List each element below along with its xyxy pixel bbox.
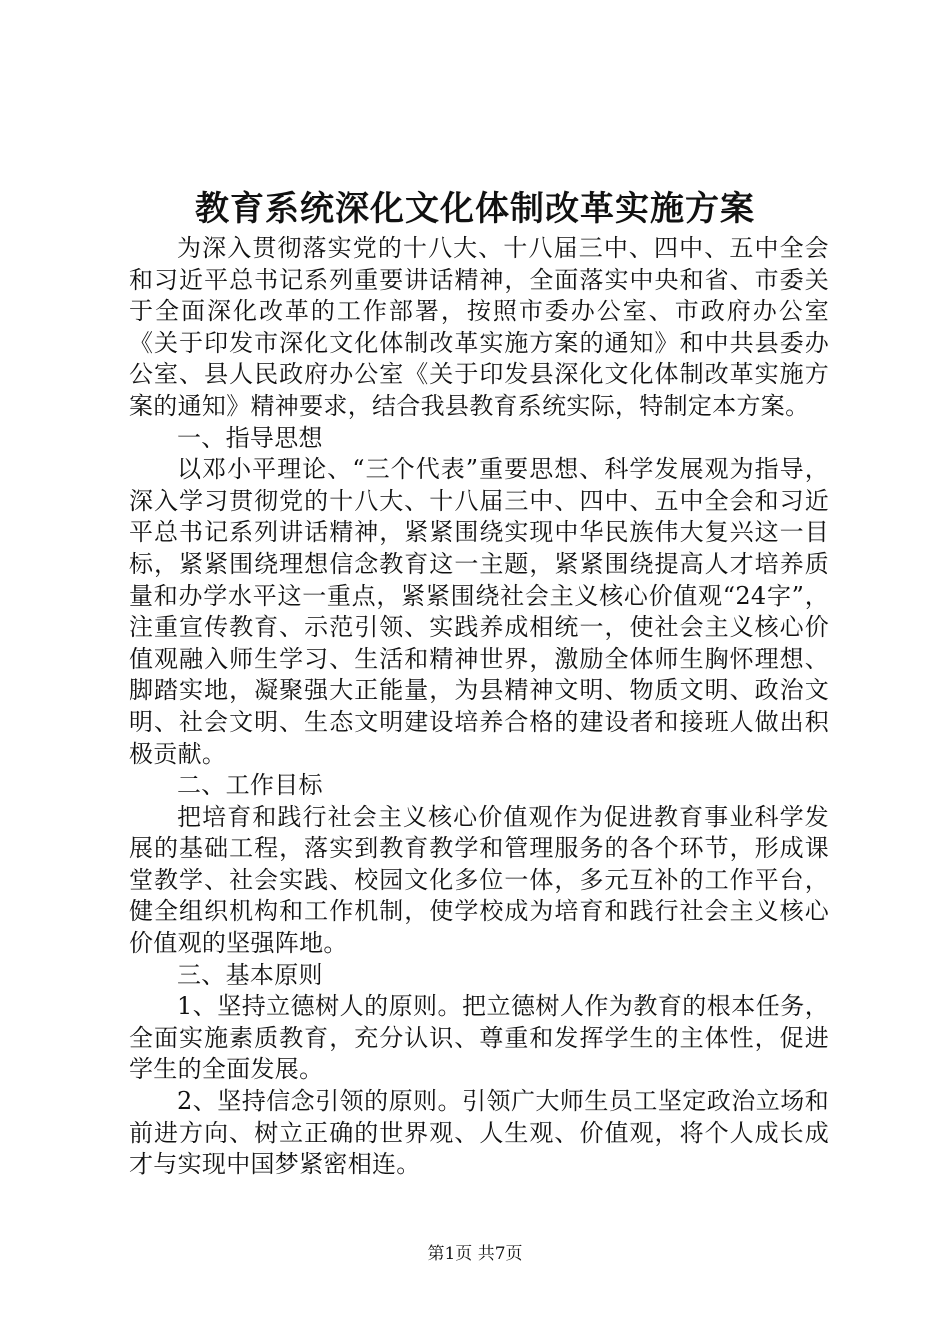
section-heading-work-goals: 二、工作目标 — [177, 771, 323, 800]
section-heading-basic-principles: 三、基本原则 — [177, 960, 323, 989]
section-heading-guiding-thought: 一、指导思想 — [177, 423, 323, 452]
intro-paragraph: 为深入贯彻落实党的十八大、十八届三中、四中、五中全会和习近平总书记系列重要讲话精神，全面落实中央和省、市委关于全面深化改革的工作部署，按照市委办公室、市政府办公室《关于印发市深化文化体制改革实施方案的通知》和中共县委办公室、县人民政府办公室《关于印发县深化文化体制改革实施方案的通知》精神要求，结合我县教育系统实际，特制定本方案。 — [129, 234, 829, 420]
work-goals-paragraph: 把培育和践行社会主义核心价值观作为促进教育事业科学发展的基础工程，落实到教育教学和管理服务的各个环节，形成课堂教学、社会实践、校园文化多位一体，多元互补的工作平台，健全组织机构和工作机制，使学校成为培育和践行社会主义核心价值观的坚强阵地。 — [129, 802, 829, 958]
principle-item-1: 1、坚持立德树人的原则。把立德树人作为教育的根本任务，全面实施素质教育，充分认识、尊重和发挥学生的主体性，促进学生的全面发展。 — [129, 992, 829, 1084]
page-number-footer: 第1页 共7页 — [427, 1244, 523, 1264]
document-title: 教育系统深化文化体制改革实施方案 — [195, 189, 755, 229]
guiding-thought-paragraph: 以邓小平理论、“三个代表”重要思想、科学发展观为指导，深入学习贯彻党的十八大、十八届三中、四中、五中全会和习近平总书记系列讲话精神，紧紧围绕实现中华民族伟大复兴这一目标，紧紧围绕理想信念教育这一主题，紧紧围绕提高人才培养质量和办学水平这一重点，紧紧围绕社会主义核心价值观“24字”，注重宣传教育、示范引领、实践养成相统一，使社会主义核心价值观融入师生学习、生活和精神世界，激励全体师生胸怀理想、脚踏实地，凝聚强大正能量，为县精神文明、物质文明、政治文明、社会文明、生态文明建设培养合格的建设者和接班人做出积极贡献。 — [129, 455, 829, 768]
document-body — [129, 233, 829, 1181]
principle-item-2: 2、坚持信念引领的原则。引领广大师生员工坚定政治立场和前进方向、树立正确的世界观、人生观、价值观，将个人成长成才与实现中国梦紧密相连。 — [129, 1087, 829, 1179]
